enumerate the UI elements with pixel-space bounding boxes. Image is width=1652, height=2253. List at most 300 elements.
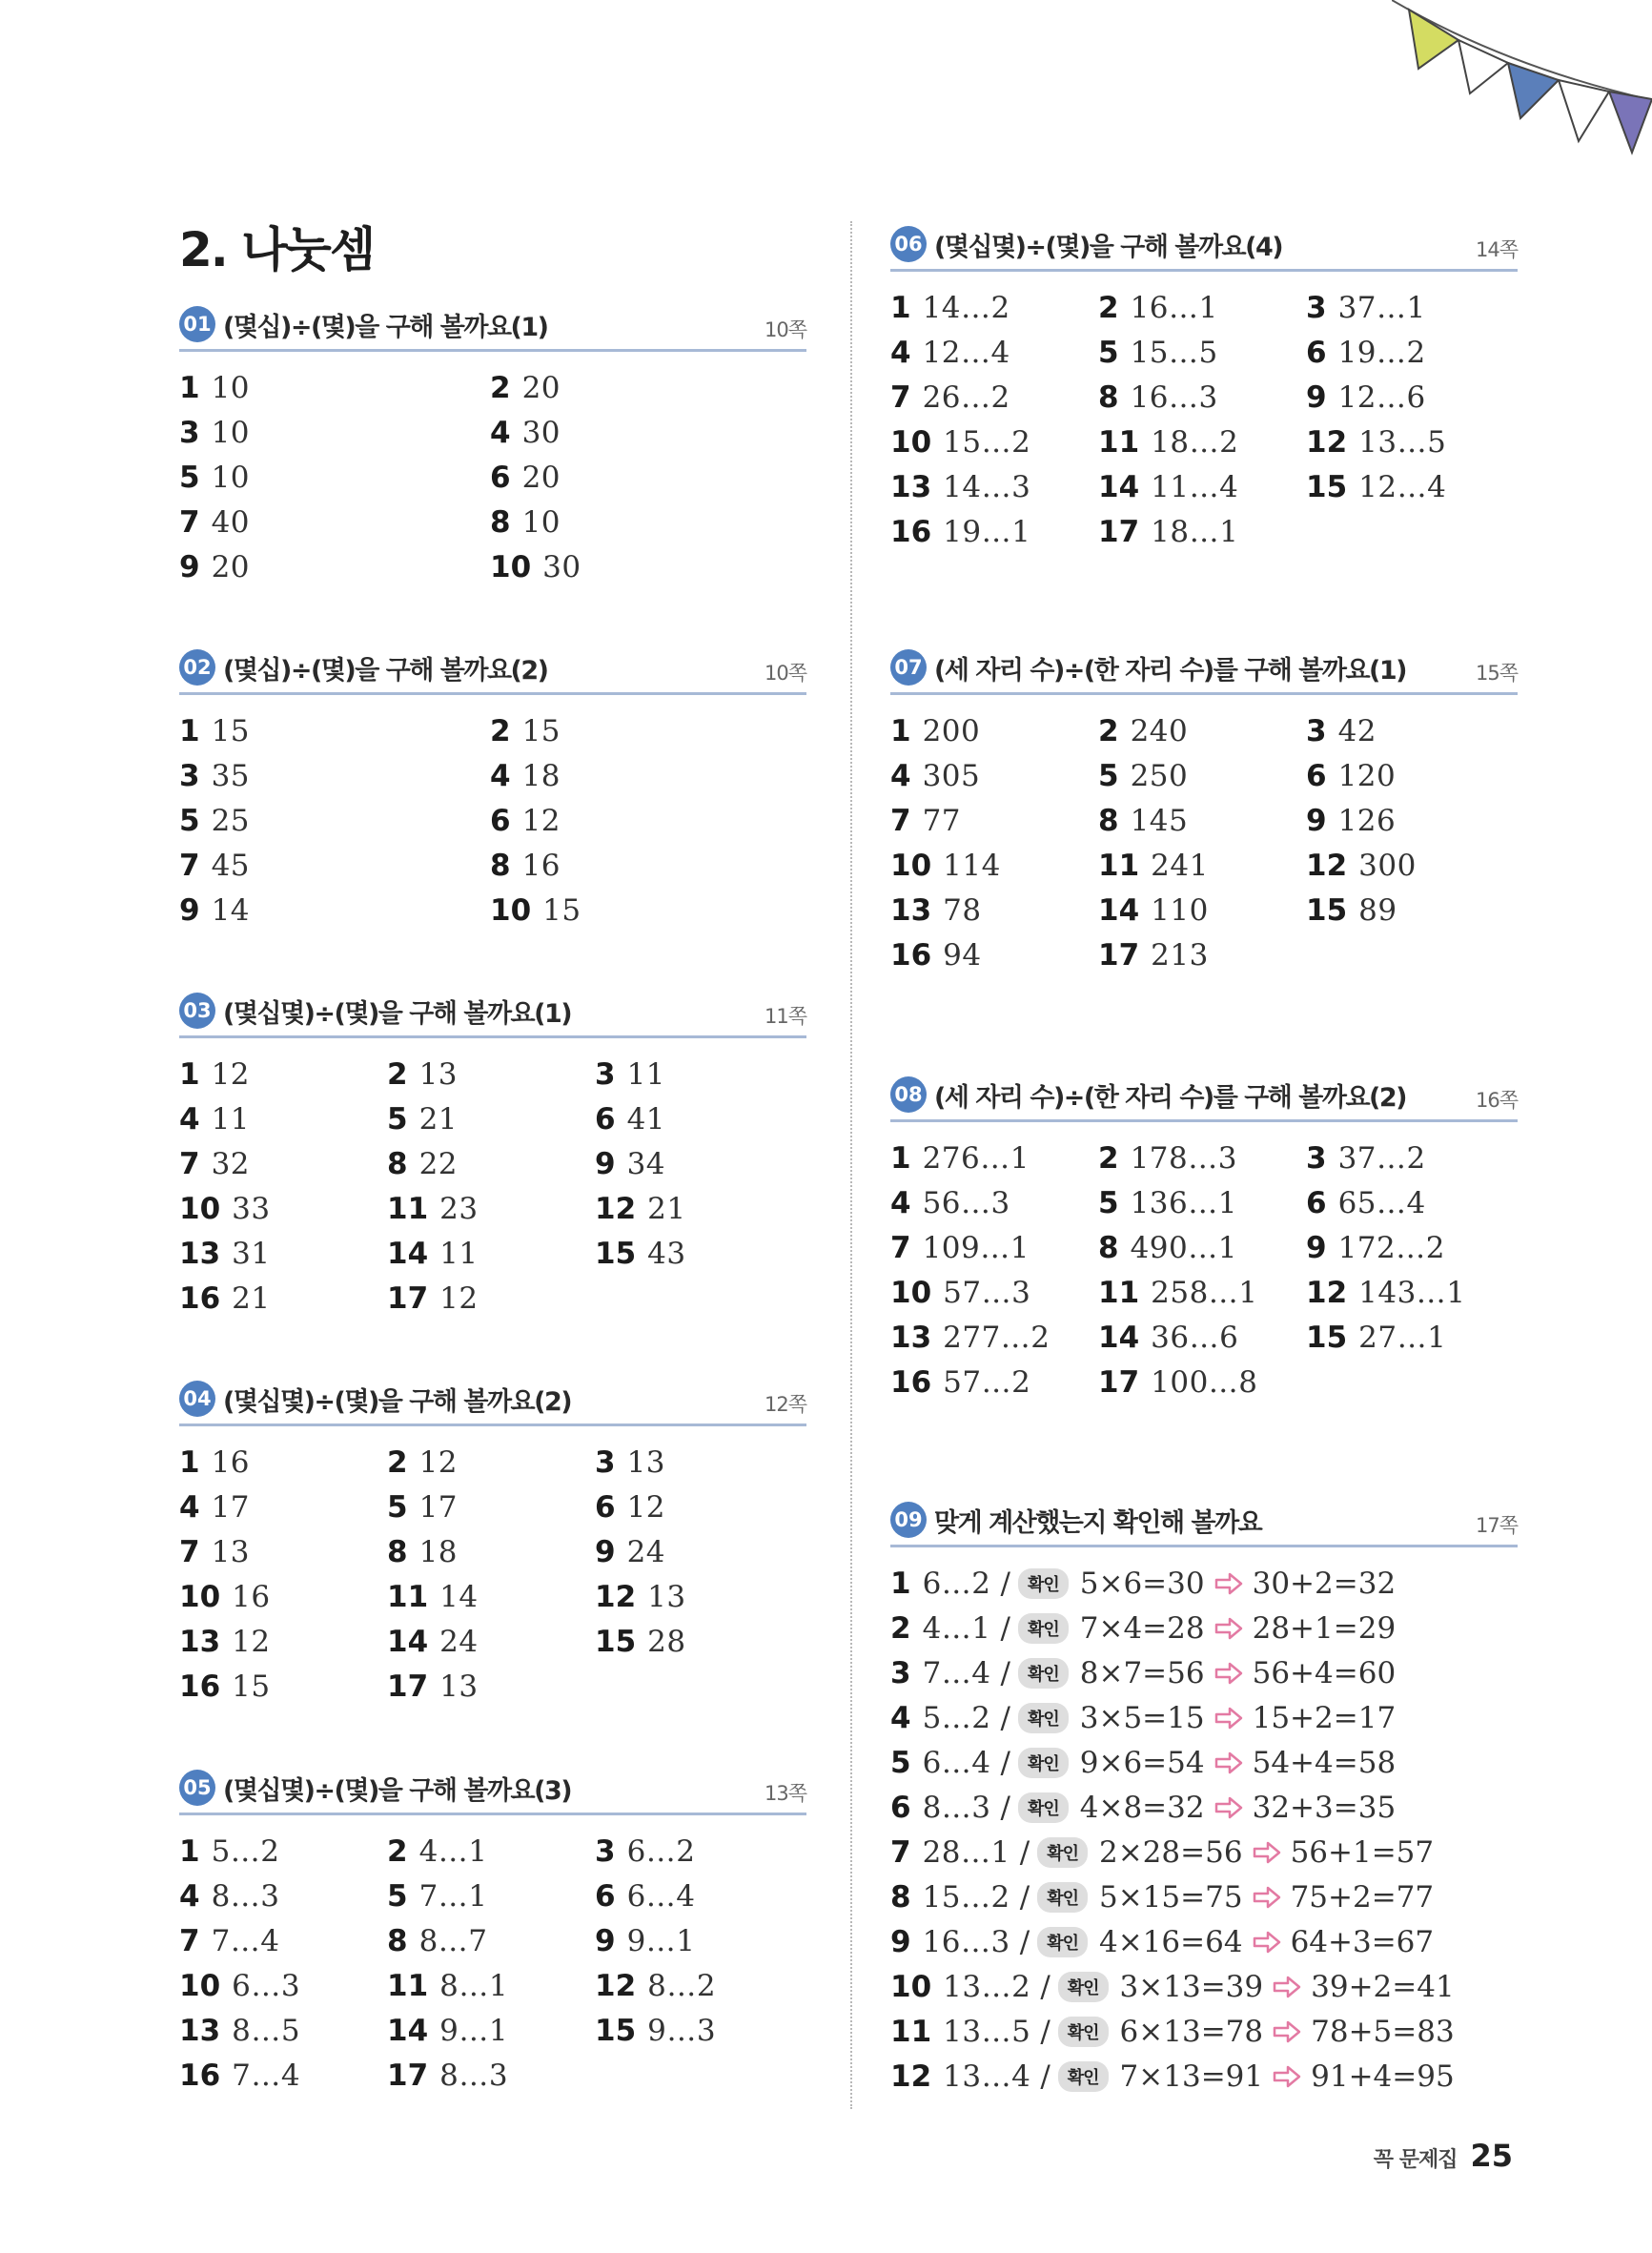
- answer-value: 12: [232, 1624, 271, 1659]
- section-page-ref: 13쪽: [764, 1782, 806, 1805]
- answer-number: 6: [595, 1101, 616, 1137]
- answer-value: 7…4: [232, 2058, 301, 2093]
- section-08: [890, 1074, 1518, 1404]
- footer-label: 꼭 문제집: [1373, 2148, 1458, 2172]
- answer-number: 4: [890, 1700, 911, 1735]
- multiplication-expression: 7×4=28: [1079, 1610, 1205, 1646]
- answer-number: 4: [179, 1489, 200, 1525]
- answer-item: [1306, 708, 1514, 753]
- answer-number: 12: [890, 2058, 932, 2094]
- answer-item: [1306, 330, 1514, 375]
- answer-value: 12…4: [922, 335, 1010, 370]
- answer-number: 15: [595, 1624, 637, 1659]
- section-number-badge: 04: [179, 1381, 215, 1417]
- answer-value: 12: [626, 1489, 666, 1525]
- answer-number: 10: [490, 549, 532, 584]
- answer-number: 8: [1098, 1230, 1119, 1265]
- answer-number: 13: [890, 892, 932, 928]
- right-arrow-icon: [1273, 1976, 1301, 1998]
- answer-value: 6…3: [232, 1968, 301, 2003]
- answer-number: 17: [387, 1280, 429, 1316]
- addition-expression: 78+5=83: [1311, 2014, 1455, 2049]
- answer-grid: [179, 708, 806, 932]
- answer-number: 8: [1098, 803, 1119, 838]
- answer-number: 3: [1306, 713, 1327, 748]
- answer-value: 241: [1151, 848, 1209, 883]
- check-row: [890, 1561, 1518, 1606]
- section-page-ref: 17쪽: [1475, 1514, 1518, 1537]
- answer-number: 17: [1098, 1364, 1140, 1400]
- answer-item: [387, 1664, 595, 1709]
- section-number-badge: 07: [890, 649, 927, 686]
- answer-item: [490, 365, 801, 410]
- answer-number: 14: [387, 1624, 429, 1659]
- answer-number: 9: [1306, 1230, 1327, 1265]
- answer-value: 240: [1130, 713, 1189, 748]
- answer-item: [595, 1231, 803, 1276]
- answer-item: [595, 1874, 803, 1918]
- right-arrow-icon: [1253, 1886, 1281, 1909]
- addition-expression: 56+4=60: [1252, 1655, 1397, 1690]
- section-02: [179, 646, 806, 932]
- answer-value: 100…8: [1151, 1364, 1258, 1400]
- answer-value: 13…5: [943, 2014, 1031, 2049]
- section-header: [890, 646, 1518, 695]
- answer-value: 21: [647, 1191, 686, 1226]
- answer-number: 15: [1306, 1320, 1348, 1355]
- multiplication-expression: 3×13=39: [1119, 1969, 1264, 2004]
- answer-value: 200: [922, 713, 981, 748]
- section-number-badge: 09: [890, 1502, 927, 1538]
- answer-number: 14: [387, 2013, 429, 2048]
- answer-value: 42: [1337, 713, 1377, 748]
- answer-value: 5…2: [922, 1700, 991, 1735]
- answer-item: [179, 798, 490, 843]
- answer-number: 16: [890, 514, 932, 549]
- page-footer: [1374, 2138, 1513, 2174]
- answer-number: 12: [595, 1191, 637, 1226]
- section-04: [179, 1378, 806, 1709]
- page-number: 25: [1470, 2138, 1513, 2174]
- answer-value: 490…1: [1130, 1230, 1237, 1265]
- answer-number: 7: [179, 1534, 200, 1569]
- answer-item: [1098, 888, 1306, 932]
- answer-value: 120: [1337, 758, 1397, 793]
- answer-number: 1: [890, 1140, 911, 1176]
- answer-value: 10: [521, 504, 561, 540]
- answer-number: 10: [179, 1579, 221, 1614]
- answer-value: 15…2: [922, 1879, 1010, 1915]
- answer-item: [490, 708, 801, 753]
- answer-number: 12: [1306, 1275, 1348, 1310]
- answer-item: [179, 1141, 387, 1186]
- answer-value: 4…1: [922, 1610, 991, 1646]
- answer-item: [387, 2053, 595, 2098]
- answer-number: 17: [1098, 514, 1140, 549]
- right-arrow-icon: [1214, 1572, 1243, 1595]
- answer-value: 6…2: [626, 1833, 696, 1869]
- check-label-badge: 확인: [1058, 2017, 1109, 2047]
- check-row: [890, 1606, 1518, 1650]
- answer-item: [890, 1225, 1098, 1270]
- answer-number: 8: [1098, 379, 1119, 415]
- check-label-badge: 확인: [1018, 1613, 1069, 1644]
- answer-number: 3: [1306, 1140, 1327, 1176]
- answer-item: [890, 843, 1098, 888]
- section-number-badge: 06: [890, 226, 927, 262]
- answer-value: 14: [211, 892, 251, 928]
- answer-item: [387, 1485, 595, 1529]
- answer-value: 20: [211, 549, 251, 584]
- answer-item: [890, 932, 1098, 977]
- answer-item: [387, 1529, 595, 1574]
- answer-item: [387, 1052, 595, 1096]
- answer-value: 14…3: [943, 469, 1031, 504]
- answer-number: 14: [1098, 469, 1140, 504]
- section-header: [890, 223, 1518, 272]
- answer-item: [595, 1529, 803, 1574]
- answer-item: [387, 1186, 595, 1231]
- separator-slash: /: [1000, 1700, 1010, 1735]
- multiplication-expression: 9×6=54: [1079, 1745, 1205, 1780]
- answer-value: 11: [439, 1236, 479, 1271]
- section-09: [890, 1499, 1518, 2099]
- right-arrow-icon: [1214, 1707, 1243, 1730]
- answer-number: 2: [1098, 713, 1119, 748]
- answer-value: 21: [418, 1101, 459, 1137]
- answer-item: [179, 455, 490, 500]
- answer-number: 16: [179, 2058, 221, 2093]
- answer-number: 4: [890, 758, 911, 793]
- answer-number: 4: [890, 1185, 911, 1220]
- answer-item: [1098, 285, 1306, 330]
- answer-number: 11: [890, 2014, 932, 2049]
- answer-number: 7: [890, 803, 911, 838]
- answer-item: [179, 1619, 387, 1664]
- answer-item: [387, 1231, 595, 1276]
- section-page-ref: 11쪽: [764, 1005, 806, 1028]
- answer-item: [890, 1180, 1098, 1225]
- answer-number: 6: [1306, 758, 1327, 793]
- right-arrow-icon: [1214, 1617, 1243, 1640]
- answer-value: 45: [211, 848, 251, 883]
- section-title: (세 자리 수)÷(한 자리 수)를 구해 볼까요(1): [934, 655, 1406, 686]
- answer-value: 276…1: [922, 1140, 1030, 1176]
- check-label-badge: 확인: [1058, 1972, 1109, 2002]
- answer-value: 11: [211, 1101, 251, 1137]
- answer-item: [387, 1963, 595, 2008]
- answer-value: 56…3: [922, 1185, 1010, 1220]
- answer-number: 15: [1306, 892, 1348, 928]
- check-row: [890, 1740, 1518, 1785]
- answer-item: [179, 1829, 387, 1874]
- answer-number: 12: [595, 1579, 637, 1614]
- answer-item: [387, 1918, 595, 1963]
- answer-value: 24: [439, 1624, 479, 1659]
- answer-item: [1306, 888, 1514, 932]
- section-title: (몇십몇)÷(몇)을 구해 볼까요(1): [223, 998, 572, 1029]
- answer-number: 9: [595, 1146, 616, 1181]
- answer-value: 13…2: [943, 1969, 1031, 2004]
- answer-number: 6: [890, 1790, 911, 1825]
- answer-number: 14: [1098, 1320, 1140, 1355]
- answer-value: 18…1: [1151, 514, 1239, 549]
- answer-item: [595, 1440, 803, 1485]
- section-title: (몇십)÷(몇)을 구해 볼까요(1): [223, 312, 548, 342]
- answer-number: 6: [1306, 1185, 1327, 1220]
- answer-item: [179, 1529, 387, 1574]
- section-title: (세 자리 수)÷(한 자리 수)를 구해 볼까요(2): [934, 1082, 1406, 1113]
- answer-value: 213: [1151, 937, 1209, 973]
- answer-number: 4: [490, 758, 511, 793]
- answer-number: 7: [179, 848, 200, 883]
- answer-number: 2: [1098, 1140, 1119, 1176]
- answer-number: 8: [490, 504, 511, 540]
- answer-value: 15: [232, 1669, 271, 1704]
- answer-item: [179, 2008, 387, 2053]
- answer-number: 3: [595, 1444, 616, 1480]
- answer-value: 12: [211, 1056, 251, 1092]
- separator-slash: /: [1040, 2058, 1050, 2094]
- separator-slash: /: [1040, 2014, 1050, 2049]
- answer-item: [179, 544, 490, 589]
- answer-number: 8: [890, 1879, 911, 1915]
- answer-item: [179, 708, 490, 753]
- column-divider: [850, 221, 852, 2109]
- answer-number: 13: [890, 469, 932, 504]
- answer-item: [179, 1440, 387, 1485]
- answer-value: 17: [418, 1489, 459, 1525]
- answer-item: [595, 1963, 803, 2008]
- check-label-badge: 확인: [1018, 1703, 1069, 1733]
- answer-number: 13: [890, 1320, 932, 1355]
- section-title: (몇십몇)÷(몇)을 구해 볼까요(2): [223, 1386, 572, 1417]
- answer-number: 9: [890, 1924, 911, 1959]
- answer-number: 9: [179, 549, 200, 584]
- answer-item: [1098, 798, 1306, 843]
- answer-number: 5: [179, 803, 200, 838]
- answer-number: 12: [1306, 848, 1348, 883]
- answer-number: 17: [1098, 937, 1140, 973]
- answer-number: 4: [179, 1101, 200, 1137]
- addition-expression: 15+2=17: [1252, 1700, 1397, 1735]
- answer-value: 13: [439, 1669, 479, 1704]
- right-arrow-icon: [1214, 1796, 1243, 1819]
- answer-number: 8: [387, 1534, 408, 1569]
- check-row: [890, 1650, 1518, 1695]
- answer-number: 5: [1098, 1185, 1119, 1220]
- answer-number: 6: [1306, 335, 1327, 370]
- addition-expression: 56+1=57: [1290, 1834, 1435, 1870]
- answer-item: [1306, 843, 1514, 888]
- answer-number: 11: [1098, 848, 1140, 883]
- answer-value: 16: [211, 1444, 251, 1480]
- answer-number: 1: [890, 290, 911, 325]
- answer-value: 7…4: [211, 1923, 280, 1958]
- answer-number: 7: [179, 1146, 200, 1181]
- answer-number: 16: [179, 1280, 221, 1316]
- answer-value: 6…2: [922, 1566, 991, 1601]
- answer-value: 8…5: [232, 2013, 301, 2048]
- answer-value: 13: [647, 1579, 686, 1614]
- answer-value: 37…1: [1337, 290, 1426, 325]
- answer-value: 22: [418, 1146, 459, 1181]
- answer-value: 78: [943, 892, 982, 928]
- answer-number: 11: [387, 1191, 429, 1226]
- answer-item: [387, 1574, 595, 1619]
- answer-item: [179, 1874, 387, 1918]
- answer-value: 19…1: [943, 514, 1031, 549]
- answer-item: [387, 1874, 595, 1918]
- answer-number: 16: [890, 937, 932, 973]
- separator-slash: /: [1019, 1879, 1030, 1915]
- answer-number: 7: [179, 504, 200, 540]
- right-arrow-icon: [1214, 1662, 1243, 1685]
- answer-number: 4: [179, 1878, 200, 1914]
- answer-number: 10: [179, 1968, 221, 2003]
- answer-value: 145: [1130, 803, 1189, 838]
- answer-value: 8…2: [647, 1968, 717, 2003]
- answer-number: 14: [387, 1236, 429, 1271]
- right-arrow-icon: [1273, 2020, 1301, 2043]
- section-title: (몇십)÷(몇)을 구해 볼까요(2): [223, 655, 548, 686]
- section-number-badge: 03: [179, 993, 215, 1029]
- section-title: 맞게 계산했는지 확인해 볼까요: [934, 1507, 1262, 1538]
- section-header: [179, 1767, 806, 1815]
- answer-value: 136…1: [1130, 1185, 1237, 1220]
- section-03: [179, 990, 806, 1321]
- multiplication-expression: 2×28=56: [1098, 1834, 1243, 1870]
- answer-item: [490, 410, 801, 455]
- answer-item: [595, 1574, 803, 1619]
- answer-number: 3: [595, 1833, 616, 1869]
- answer-number: 1: [890, 713, 911, 748]
- section-header: [179, 646, 806, 695]
- separator-slash: /: [1000, 1655, 1010, 1690]
- answer-item: [179, 1485, 387, 1529]
- answer-value: 30: [542, 549, 581, 584]
- answer-value: 20: [521, 370, 561, 405]
- answer-value: 10: [211, 460, 251, 495]
- answer-value: 300: [1358, 848, 1417, 883]
- answer-number: 9: [1306, 379, 1327, 415]
- answer-item: [490, 753, 801, 798]
- answer-item: [1098, 509, 1306, 554]
- answer-number: 14: [1098, 892, 1140, 928]
- addition-expression: 39+2=41: [1311, 1969, 1455, 2004]
- answer-value: 5…2: [211, 1833, 280, 1869]
- answer-number: 5: [387, 1878, 408, 1914]
- answer-item: [1098, 1180, 1306, 1225]
- answer-item: [387, 1619, 595, 1664]
- answer-number: 1: [179, 713, 200, 748]
- answer-item: [1306, 420, 1514, 464]
- answer-item: [387, 1276, 595, 1321]
- answer-value: 17: [211, 1489, 251, 1525]
- answer-value: 7…4: [922, 1655, 991, 1690]
- answer-item: [595, 1096, 803, 1141]
- separator-slash: /: [1019, 1924, 1030, 1959]
- answer-item: [1098, 1315, 1306, 1360]
- answer-value: 4…1: [418, 1833, 488, 1869]
- answer-value: 8…1: [439, 1968, 509, 2003]
- answer-value: 13: [626, 1444, 666, 1480]
- addition-expression: 54+4=58: [1252, 1745, 1397, 1780]
- answer-value: 6…4: [626, 1878, 696, 1914]
- answer-item: [890, 509, 1098, 554]
- answer-value: 9…1: [626, 1923, 696, 1958]
- answer-number: 15: [595, 1236, 637, 1271]
- answer-value: 13…4: [943, 2058, 1031, 2094]
- answer-item: [1306, 464, 1514, 509]
- answer-number: 15: [595, 2013, 637, 2048]
- answer-value: 15…2: [943, 424, 1031, 460]
- answer-number: 11: [387, 1968, 429, 2003]
- answer-number: 2: [890, 1610, 911, 1646]
- bunting-decoration: [1392, 0, 1652, 167]
- answer-value: 143…1: [1358, 1275, 1466, 1310]
- answer-value: 27…1: [1358, 1320, 1447, 1355]
- answer-number: 7: [890, 379, 911, 415]
- answer-item: [595, 1141, 803, 1186]
- answer-value: 126: [1337, 803, 1397, 838]
- answer-item: [179, 888, 490, 932]
- answer-number: 2: [387, 1833, 408, 1869]
- answer-item: [179, 500, 490, 544]
- answer-item: [1306, 285, 1514, 330]
- answer-item: [1306, 1225, 1514, 1270]
- answer-value: 14…2: [922, 290, 1010, 325]
- check-row: [890, 2009, 1518, 2054]
- answer-value: 110: [1151, 892, 1209, 928]
- answer-number: 13: [179, 1624, 221, 1659]
- answer-value: 13: [211, 1534, 251, 1569]
- answer-value: 16…3: [1130, 379, 1218, 415]
- check-label-badge: 확인: [1018, 1792, 1069, 1823]
- section-page-ref: 12쪽: [764, 1393, 806, 1416]
- answer-value: 34: [626, 1146, 666, 1181]
- section-number-badge: 01: [179, 306, 215, 342]
- answer-item: [1306, 798, 1514, 843]
- answer-value: 28: [647, 1624, 686, 1659]
- answer-item: [387, 1141, 595, 1186]
- answer-item: [1098, 753, 1306, 798]
- check-row: [890, 1874, 1518, 1919]
- answer-number: 3: [890, 1655, 911, 1690]
- answer-item: [387, 2008, 595, 2053]
- answer-item: [1098, 932, 1306, 977]
- answer-value: 15: [521, 713, 561, 748]
- answer-number: 1: [890, 1566, 911, 1601]
- answer-number: 1: [179, 1833, 200, 1869]
- section-05: [179, 1767, 806, 2098]
- section-page-ref: 16쪽: [1475, 1089, 1518, 1112]
- answer-value: 77: [922, 803, 962, 838]
- answer-item: [1098, 1270, 1306, 1315]
- answer-number: 16: [890, 1364, 932, 1400]
- answer-number: 6: [595, 1878, 616, 1914]
- answer-item: [890, 1360, 1098, 1404]
- answer-number: 17: [387, 1669, 429, 1704]
- answer-value: 15: [211, 713, 251, 748]
- answer-item: [1306, 1136, 1514, 1180]
- addition-expression: 64+3=67: [1290, 1924, 1435, 1959]
- answer-number: 8: [387, 1146, 408, 1181]
- section-number-badge: 05: [179, 1770, 215, 1806]
- multiplication-expression: 6×13=78: [1119, 2014, 1264, 2049]
- answer-value: 18: [418, 1534, 459, 1569]
- answer-value: 35: [211, 758, 251, 793]
